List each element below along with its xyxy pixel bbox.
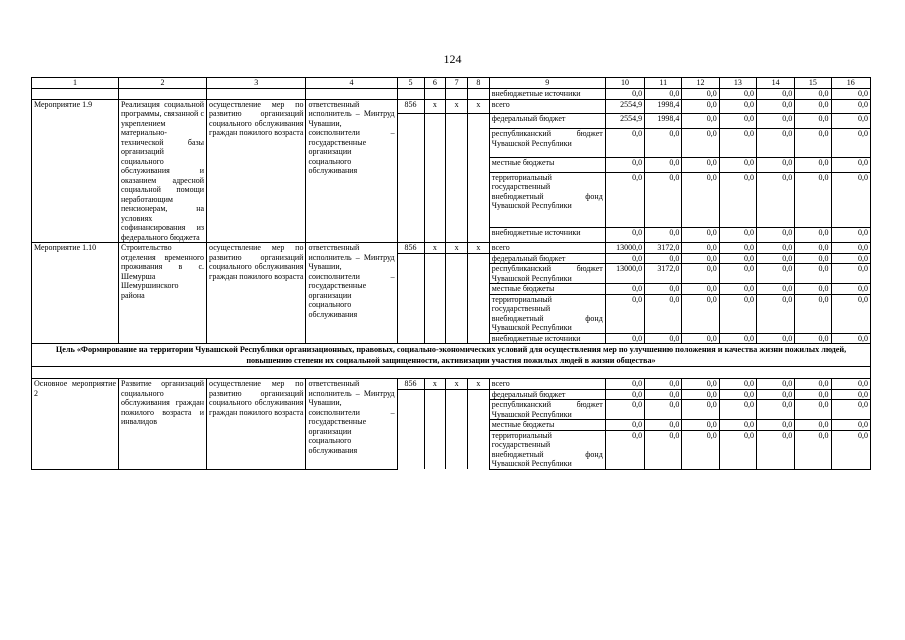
value-cell: 13000,0 — [605, 264, 644, 284]
empty-cell — [446, 253, 468, 264]
value-cell: 0,0 — [605, 389, 644, 400]
event-description: Реализация социальной программы, связанной с укреплением материально-технической базы организаций социального обслуживания и оказанием адресной социальной помощи неработающим пенсионерам, на условиях софинансирования из федерального бюджета — [119, 99, 207, 243]
value-cell: 0,0 — [795, 172, 831, 227]
value-cell: 0,0 — [756, 89, 794, 100]
empty-cell — [468, 430, 490, 469]
column-header: 13 — [719, 78, 756, 89]
code-cell: x — [468, 379, 490, 390]
empty-cell — [397, 253, 424, 264]
value-cell: 0,0 — [719, 114, 756, 129]
value-cell: 0,0 — [682, 389, 719, 400]
value-cell: 0,0 — [719, 379, 756, 390]
value-cell: 0,0 — [645, 172, 682, 227]
value-cell: 0,0 — [645, 400, 682, 420]
value-cell: 0,0 — [831, 243, 870, 254]
value-cell: 1998,4 — [645, 114, 682, 129]
value-cell: 0,0 — [795, 389, 831, 400]
value-cell: 0,0 — [719, 430, 756, 469]
column-header: 7 — [446, 78, 468, 89]
empty-cell — [424, 420, 446, 431]
funding-source: местные бюджеты — [489, 420, 605, 431]
funding-source: всего — [489, 243, 605, 254]
funding-source: всего — [489, 99, 605, 114]
column-header: 9 — [489, 78, 605, 89]
empty-cell — [424, 157, 446, 172]
value-cell: 3172,0 — [645, 243, 682, 254]
value-cell: 0,0 — [719, 420, 756, 431]
value-cell: 0,0 — [645, 420, 682, 431]
code-cell: x — [424, 99, 446, 114]
value-cell: 0,0 — [831, 294, 870, 333]
event-description: Строительство отделения временного проживания в с. Шемурша Шемуршинского района — [119, 243, 207, 344]
event-name: Мероприятие 1.10 — [32, 243, 119, 344]
column-header: 5 — [397, 78, 424, 89]
value-cell: 0,0 — [795, 420, 831, 431]
value-cell: 0,0 — [831, 389, 870, 400]
value-cell: 0,0 — [719, 294, 756, 333]
empty-cell — [397, 172, 424, 227]
empty-cell — [424, 430, 446, 469]
value-cell: 0,0 — [682, 294, 719, 333]
value-cell: 0,0 — [831, 129, 870, 157]
empty-cell — [446, 157, 468, 172]
empty-cell — [119, 89, 207, 100]
value-cell: 0,0 — [645, 294, 682, 333]
funding-source: территориальный государственный внебюджетный фонд Чувашской Республики — [489, 430, 605, 469]
empty-cell — [397, 129, 424, 157]
value-cell: 0,0 — [605, 400, 644, 420]
empty-cell — [32, 367, 871, 379]
value-cell: 0,0 — [831, 172, 870, 227]
value-cell: 0,0 — [719, 400, 756, 420]
value-cell: 0,0 — [605, 333, 644, 344]
funding-source: территориальный государственный внебюджетный фонд Чувашской Республики — [489, 172, 605, 227]
empty-cell — [446, 430, 468, 469]
funding-source: территориальный государственный внебюджетный фонд Чувашской Республики — [489, 294, 605, 333]
value-cell: 3172,0 — [645, 264, 682, 284]
event-goal: осуществление мер по развитию организаций социального обслуживания граждан пожилого возраста — [207, 99, 306, 243]
responsible-executor: ответственный исполнитель – Минтруд Чувашии, соисполнители – государственные организации социального обслуживания — [306, 99, 397, 243]
column-header: 14 — [756, 78, 794, 89]
value-cell: 0,0 — [795, 243, 831, 254]
value-cell: 0,0 — [795, 129, 831, 157]
code-cell: x — [446, 243, 468, 254]
empty-cell — [468, 284, 490, 295]
budget-table — [31, 77, 871, 470]
event-goal: осуществление мер по развитию организаций социального обслуживания граждан пожилого возраста — [207, 379, 306, 470]
empty-cell — [424, 264, 446, 284]
value-cell: 0,0 — [645, 379, 682, 390]
value-cell: 0,0 — [605, 172, 644, 227]
value-cell: 0,0 — [795, 379, 831, 390]
value-cell: 0,0 — [682, 253, 719, 264]
column-header: 1 — [32, 78, 119, 89]
value-cell: 0,0 — [682, 264, 719, 284]
empty-cell — [424, 228, 446, 243]
value-cell: 0,0 — [756, 400, 794, 420]
table-header-row — [32, 78, 871, 89]
value-cell: 0,0 — [682, 228, 719, 243]
value-cell: 0,0 — [756, 253, 794, 264]
value-cell: 0,0 — [756, 157, 794, 172]
table-row — [32, 99, 871, 114]
empty-cell — [446, 389, 468, 400]
responsible-executor: ответственный исполнитель – Минтруд Чувашии, соисполнители – государственные организации социального обслуживания — [306, 243, 397, 344]
empty-cell — [446, 228, 468, 243]
empty-cell — [397, 420, 424, 431]
value-cell: 0,0 — [831, 157, 870, 172]
value-cell: 0,0 — [682, 129, 719, 157]
empty-cell — [397, 284, 424, 295]
value-cell: 0,0 — [719, 264, 756, 284]
column-header: 8 — [468, 78, 490, 89]
value-cell: 0,0 — [831, 89, 870, 100]
value-cell: 0,0 — [795, 253, 831, 264]
value-cell: 0,0 — [756, 129, 794, 157]
column-header: 11 — [645, 78, 682, 89]
value-cell: 0,0 — [645, 129, 682, 157]
value-cell: 0,0 — [756, 99, 794, 114]
code-cell: x — [446, 99, 468, 114]
value-cell: 0,0 — [795, 99, 831, 114]
empty-cell — [424, 172, 446, 227]
empty-cell — [446, 284, 468, 295]
value-cell: 0,0 — [719, 389, 756, 400]
value-cell: 0,0 — [756, 228, 794, 243]
empty-cell — [468, 294, 490, 333]
event-description: Развитие организаций социального обслуживания граждан пожилого возраста и инвалидов — [119, 379, 207, 470]
empty-cell — [306, 89, 397, 100]
funding-source: республиканский бюджет Чувашской Республики — [489, 264, 605, 284]
empty-cell — [424, 284, 446, 295]
column-header: 15 — [795, 78, 831, 89]
funding-source: федеральный бюджет — [489, 389, 605, 400]
value-cell: 0,0 — [682, 430, 719, 469]
table-body — [32, 78, 871, 470]
empty-cell — [468, 114, 490, 129]
value-cell: 0,0 — [756, 264, 794, 284]
column-header: 4 — [306, 78, 397, 89]
value-cell: 0,0 — [682, 284, 719, 295]
empty-cell — [207, 89, 306, 100]
value-cell: 0,0 — [795, 284, 831, 295]
empty-cell — [397, 430, 424, 469]
value-cell: 0,0 — [831, 99, 870, 114]
value-cell: 0,0 — [645, 253, 682, 264]
value-cell: 2554,9 — [605, 114, 644, 129]
funding-source: республиканский бюджет Чувашской Республики — [489, 400, 605, 420]
empty-cell — [446, 89, 468, 100]
funding-source: федеральный бюджет — [489, 253, 605, 264]
empty-cell — [424, 253, 446, 264]
event-goal: осуществление мер по развитию организаций социального обслуживания граждан пожилого возраста — [207, 243, 306, 344]
column-header: 12 — [682, 78, 719, 89]
empty-cell — [397, 294, 424, 333]
code-cell: x — [424, 379, 446, 390]
goal-row — [32, 344, 871, 367]
value-cell: 13000,0 — [605, 243, 644, 254]
value-cell: 0,0 — [682, 400, 719, 420]
value-cell: 0,0 — [831, 228, 870, 243]
value-cell: 0,0 — [756, 333, 794, 344]
value-cell: 0,0 — [645, 89, 682, 100]
empty-cell — [397, 228, 424, 243]
value-cell: 0,0 — [719, 333, 756, 344]
spacer-row — [32, 367, 871, 379]
empty-cell — [424, 389, 446, 400]
empty-cell — [468, 389, 490, 400]
empty-cell — [397, 264, 424, 284]
empty-cell — [446, 294, 468, 333]
value-cell: 0,0 — [605, 253, 644, 264]
value-cell: 0,0 — [831, 264, 870, 284]
empty-cell — [424, 89, 446, 100]
funding-source: внебюджетные источники — [489, 333, 605, 344]
code-cell: x — [468, 99, 490, 114]
empty-cell — [468, 333, 490, 344]
empty-cell — [446, 264, 468, 284]
value-cell: 0,0 — [756, 172, 794, 227]
code-cell: 856 — [397, 243, 424, 254]
value-cell: 0,0 — [795, 157, 831, 172]
value-cell: 0,0 — [756, 379, 794, 390]
empty-cell — [468, 400, 490, 420]
page-number: 124 — [443, 52, 462, 66]
value-cell: 0,0 — [719, 99, 756, 114]
empty-cell — [424, 333, 446, 344]
code-cell: 856 — [397, 99, 424, 114]
responsible-executor: ответственный исполнитель – Минтруд Чувашии, соисполнители – государственные организации социального обслуживания — [306, 379, 397, 470]
column-header: 6 — [424, 78, 446, 89]
value-cell: 0,0 — [756, 420, 794, 431]
empty-cell — [446, 400, 468, 420]
value-cell: 0,0 — [645, 228, 682, 243]
value-cell: 0,0 — [682, 172, 719, 227]
value-cell: 0,0 — [756, 243, 794, 254]
value-cell: 0,0 — [605, 228, 644, 243]
column-header: 16 — [831, 78, 870, 89]
value-cell: 0,0 — [795, 294, 831, 333]
value-cell: 0,0 — [682, 243, 719, 254]
table-row — [32, 379, 871, 390]
value-cell: 0,0 — [682, 157, 719, 172]
value-cell: 0,0 — [605, 284, 644, 295]
column-header: 10 — [605, 78, 644, 89]
code-cell: 856 — [397, 379, 424, 390]
value-cell: 0,0 — [719, 243, 756, 254]
value-cell: 0,0 — [831, 400, 870, 420]
empty-cell — [424, 400, 446, 420]
empty-cell — [468, 129, 490, 157]
value-cell: 0,0 — [645, 430, 682, 469]
value-cell: 0,0 — [645, 333, 682, 344]
value-cell: 0,0 — [719, 284, 756, 295]
funding-source: всего — [489, 379, 605, 390]
empty-cell — [468, 420, 490, 431]
value-cell: 0,0 — [719, 228, 756, 243]
value-cell: 0,0 — [756, 284, 794, 295]
value-cell: 0,0 — [719, 129, 756, 157]
column-header: 3 — [207, 78, 306, 89]
value-cell: 0,0 — [682, 420, 719, 431]
value-cell: 0,0 — [682, 89, 719, 100]
value-cell: 1998,4 — [645, 99, 682, 114]
funding-source: республиканский бюджет Чувашской Республики — [489, 129, 605, 157]
empty-cell — [468, 172, 490, 227]
column-header: 2 — [119, 78, 207, 89]
table-row — [32, 243, 871, 254]
empty-cell — [446, 129, 468, 157]
value-cell: 0,0 — [719, 157, 756, 172]
empty-cell — [468, 157, 490, 172]
funding-source: внебюджетные источники — [489, 89, 605, 100]
empty-cell — [424, 294, 446, 333]
value-cell: 0,0 — [831, 420, 870, 431]
value-cell: 0,0 — [795, 400, 831, 420]
funding-source: внебюджетные источники — [489, 228, 605, 243]
value-cell: 0,0 — [719, 89, 756, 100]
value-cell: 0,0 — [682, 114, 719, 129]
empty-cell — [446, 420, 468, 431]
value-cell: 0,0 — [645, 157, 682, 172]
value-cell: 0,0 — [795, 430, 831, 469]
empty-cell — [446, 333, 468, 344]
empty-cell — [397, 114, 424, 129]
value-cell: 0,0 — [605, 430, 644, 469]
value-cell: 0,0 — [719, 253, 756, 264]
empty-cell — [424, 114, 446, 129]
code-cell: x — [424, 243, 446, 254]
empty-cell — [397, 400, 424, 420]
code-cell: x — [468, 243, 490, 254]
empty-cell — [468, 228, 490, 243]
goal-text: Цель «Формирование на территории Чувашской Республики организационных, правовых, социально-экономических условий для осуществления мер по улучшению положения и качества жизни пожилых людей, повышению степени их социальной защищенности, активизации участия пожилых людей в жизни общества» — [32, 344, 871, 367]
value-cell: 0,0 — [756, 114, 794, 129]
empty-cell — [397, 157, 424, 172]
empty-cell — [468, 264, 490, 284]
code-cell: x — [446, 379, 468, 390]
value-cell: 0,0 — [756, 430, 794, 469]
value-cell: 0,0 — [682, 333, 719, 344]
value-cell: 0,0 — [831, 333, 870, 344]
event-name: Основное мероприятие 2 — [32, 379, 119, 470]
value-cell: 0,0 — [605, 420, 644, 431]
empty-cell — [446, 114, 468, 129]
empty-cell — [468, 253, 490, 264]
empty-cell — [32, 89, 119, 100]
value-cell: 0,0 — [831, 114, 870, 129]
value-cell: 2554,9 — [605, 99, 644, 114]
value-cell: 0,0 — [795, 114, 831, 129]
funding-source: местные бюджеты — [489, 284, 605, 295]
value-cell: 0,0 — [795, 89, 831, 100]
empty-cell — [397, 389, 424, 400]
value-cell: 0,0 — [682, 99, 719, 114]
value-cell: 0,0 — [605, 294, 644, 333]
value-cell: 0,0 — [605, 129, 644, 157]
value-cell: 0,0 — [605, 89, 644, 100]
value-cell: 0,0 — [645, 389, 682, 400]
empty-cell — [397, 89, 424, 100]
table-row — [32, 89, 871, 100]
value-cell: 0,0 — [831, 284, 870, 295]
value-cell: 0,0 — [682, 379, 719, 390]
value-cell: 0,0 — [831, 253, 870, 264]
value-cell: 0,0 — [645, 284, 682, 295]
value-cell: 0,0 — [831, 430, 870, 469]
funding-source: местные бюджеты — [489, 157, 605, 172]
empty-cell — [446, 172, 468, 227]
value-cell: 0,0 — [756, 294, 794, 333]
value-cell: 0,0 — [795, 264, 831, 284]
value-cell: 0,0 — [795, 228, 831, 243]
value-cell: 0,0 — [605, 379, 644, 390]
event-name: Мероприятие 1.9 — [32, 99, 119, 243]
value-cell: 0,0 — [719, 172, 756, 227]
empty-cell — [468, 89, 490, 100]
value-cell: 0,0 — [605, 157, 644, 172]
value-cell: 0,0 — [831, 379, 870, 390]
funding-source: федеральный бюджет — [489, 114, 605, 129]
empty-cell — [424, 129, 446, 157]
value-cell: 0,0 — [795, 333, 831, 344]
value-cell: 0,0 — [756, 389, 794, 400]
empty-cell — [397, 333, 424, 344]
